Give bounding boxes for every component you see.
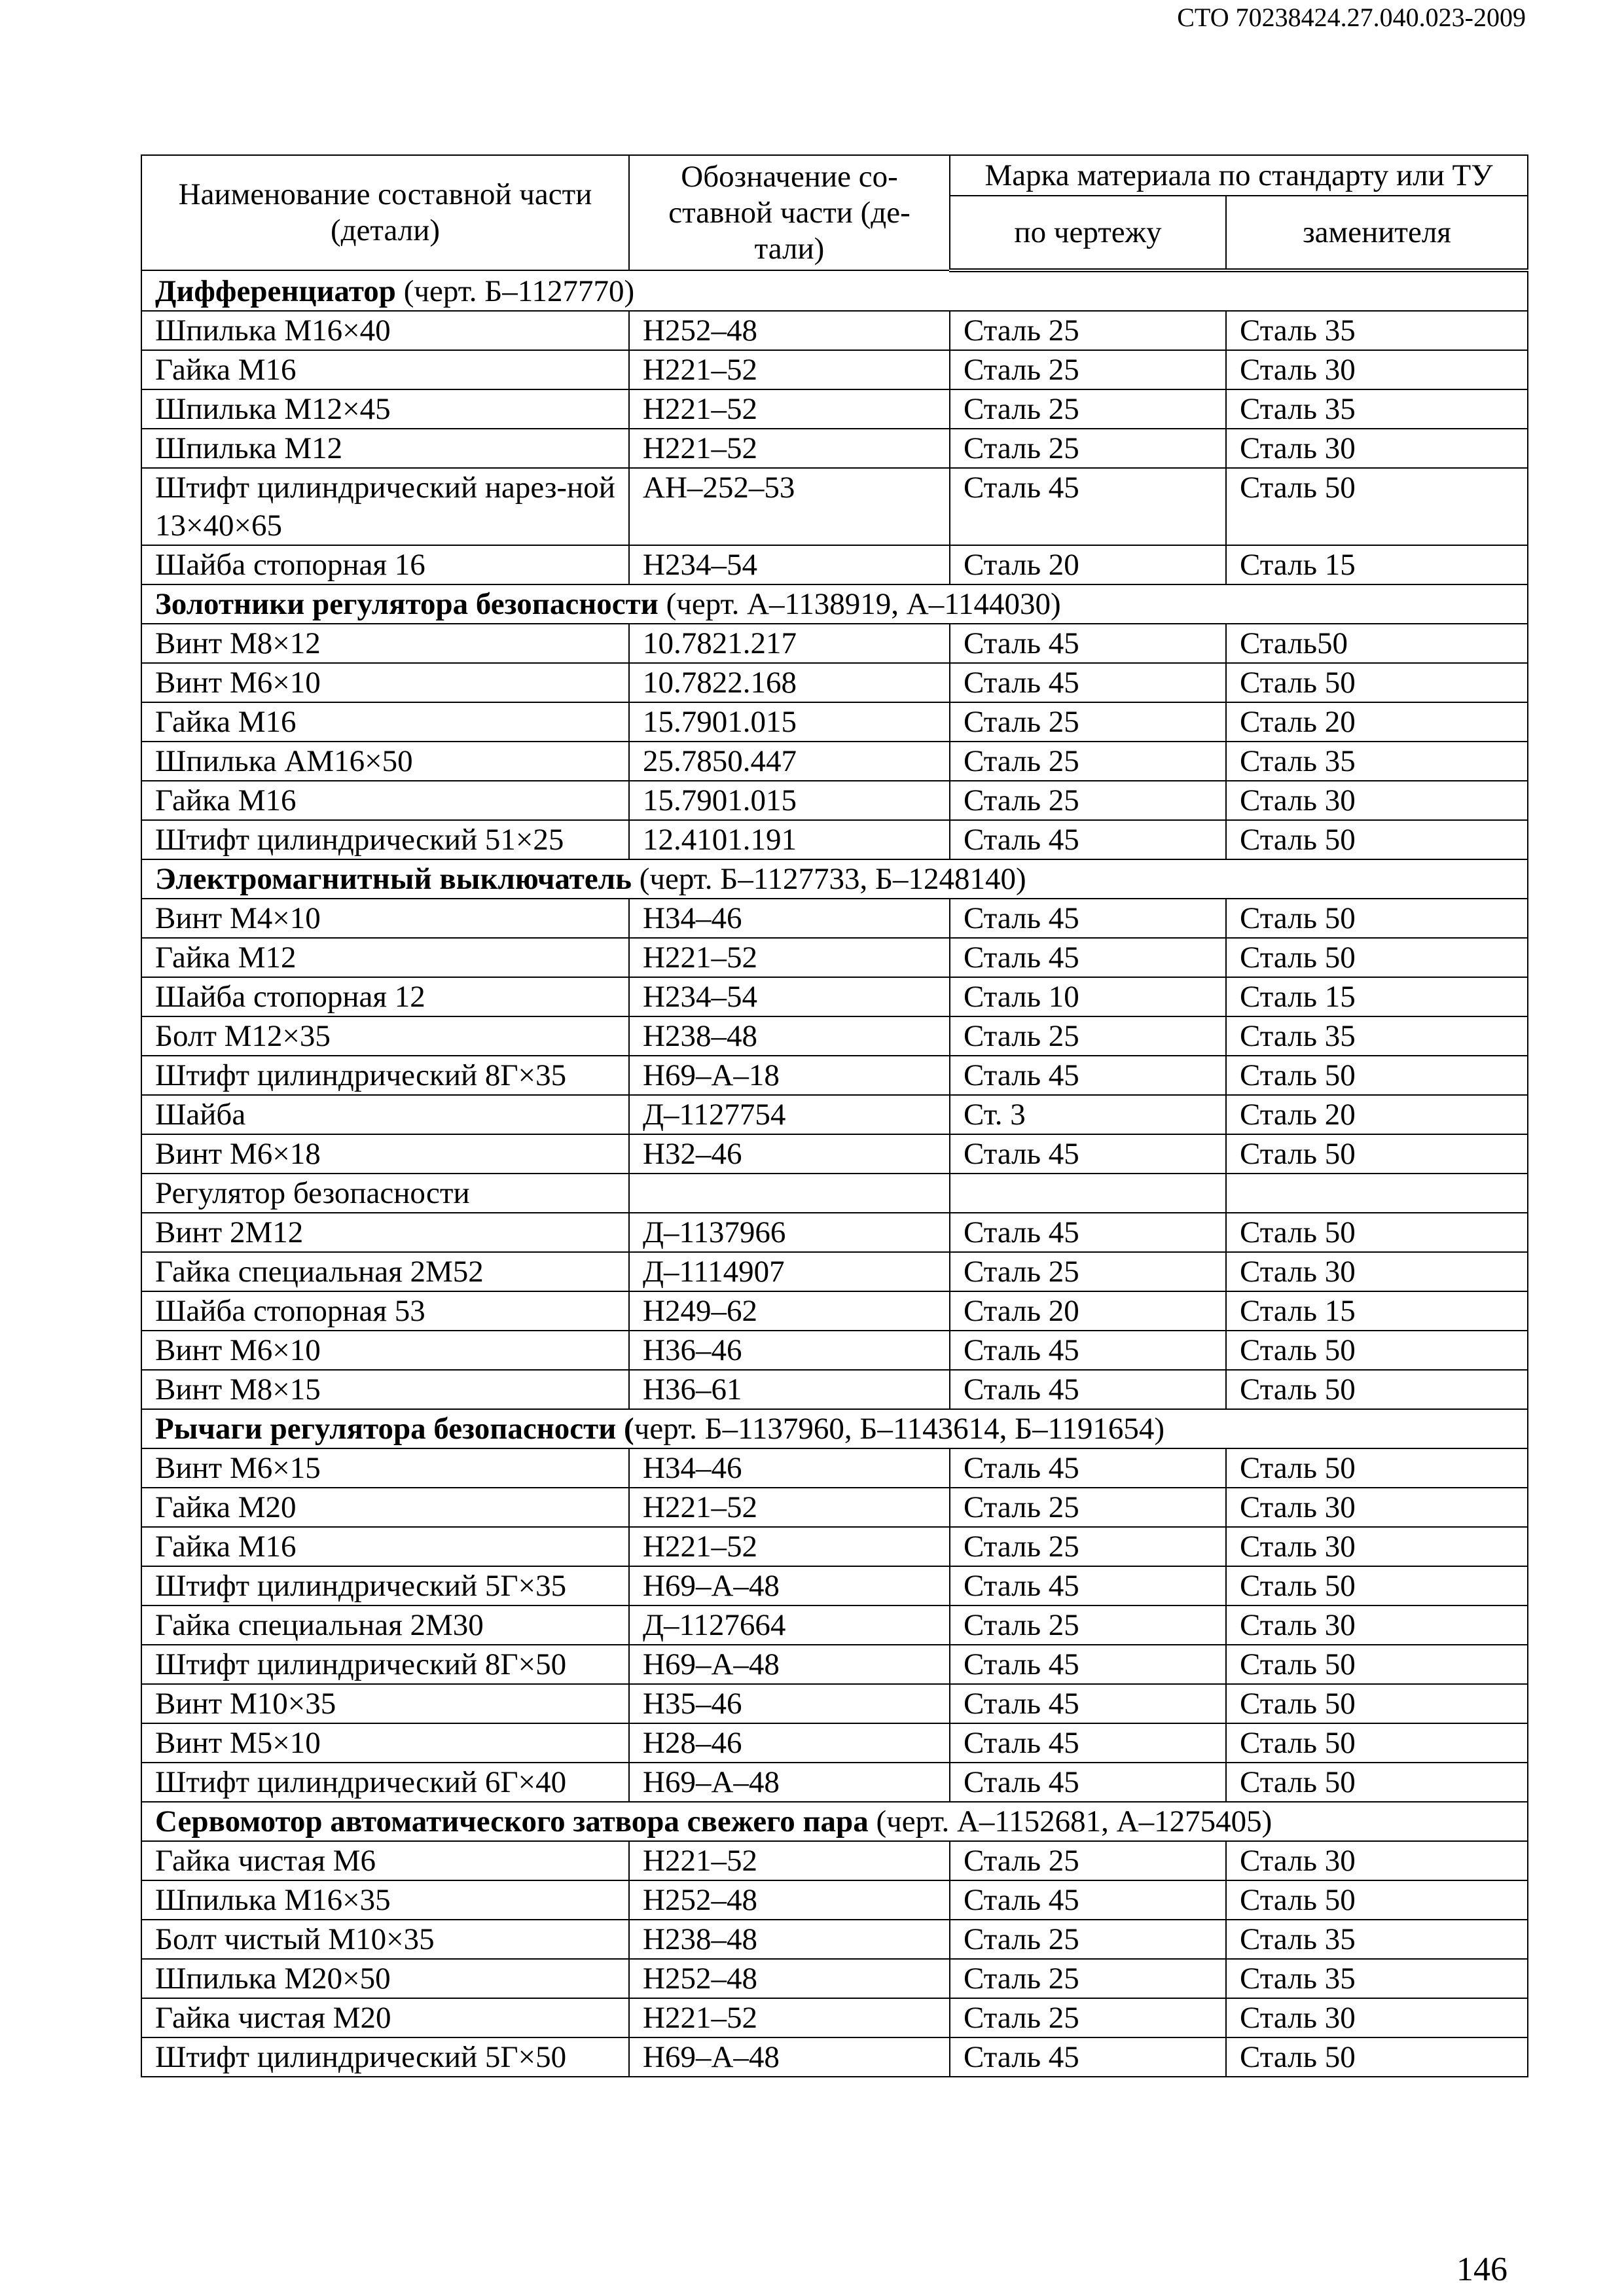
cell-material-drawing: Сталь 45 <box>950 2037 1226 2077</box>
table-row <box>141 702 1528 742</box>
cell-material-substitute: Сталь 30 <box>1226 1488 1528 1527</box>
cell-designation: Н69–А–48 <box>629 1763 950 1802</box>
table-body <box>141 270 1528 2077</box>
cell-material-substitute: Сталь 50 <box>1226 1763 1528 1802</box>
table-row <box>141 1016 1528 1056</box>
cell-designation: 25.7850.447 <box>629 742 950 781</box>
cell-material-drawing: Сталь 45 <box>950 1056 1226 1095</box>
materials-table <box>141 154 1528 2077</box>
cell-part-name: Штифт цилиндрический 5Г×35 <box>141 1566 629 1605</box>
table-row <box>141 1252 1528 1291</box>
cell-material-substitute: Сталь 15 <box>1226 545 1528 584</box>
cell-material-substitute: Сталь 50 <box>1226 1448 1528 1488</box>
cell-designation: Д–1137966 <box>629 1213 950 1252</box>
table-row <box>141 938 1528 977</box>
cell-designation: 10.7822.168 <box>629 663 950 702</box>
cell-designation: 15.7901.015 <box>629 781 950 820</box>
cell-part-name: Гайка М16 <box>141 1527 629 1566</box>
page-number: 146 <box>1456 2251 1507 2288</box>
cell-material-drawing: Ст. 3 <box>950 1095 1226 1134</box>
cell-designation: Н69–А–18 <box>629 1056 950 1095</box>
table-row <box>141 1880 1528 1920</box>
cell-material-drawing: Сталь 45 <box>950 1723 1226 1763</box>
cell-material-substitute: Сталь 35 <box>1226 1920 1528 1959</box>
table-row <box>141 1684 1528 1723</box>
cell-designation: Д–1114907 <box>629 1252 950 1291</box>
table-row <box>141 1723 1528 1763</box>
cell-material-substitute: Сталь 50 <box>1226 1213 1528 1252</box>
header-substitute: заменителя <box>1226 196 1528 270</box>
cell-material-drawing: Сталь 45 <box>950 899 1226 938</box>
cell-material-substitute <box>1226 1174 1528 1213</box>
cell-part-name: Штифт цилиндрический 6Г×40 <box>141 1763 629 1802</box>
section-row <box>141 859 1528 899</box>
cell-designation: Н221–52 <box>629 389 950 429</box>
cell-part-name: Гайка М20 <box>141 1488 629 1527</box>
cell-material-drawing: Сталь 45 <box>950 1134 1226 1174</box>
section-title <box>141 859 1528 899</box>
cell-material-drawing: Сталь 25 <box>950 1920 1226 1959</box>
cell-part-name: Шпилька М12×45 <box>141 389 629 429</box>
table-row <box>141 1959 1528 1998</box>
cell-material-substitute: Сталь 30 <box>1226 1841 1528 1880</box>
cell-material-drawing: Сталь 25 <box>950 1016 1226 1056</box>
section-title-ref: черт. Б–1137960, Б–1143614, Б–1191654) <box>634 1412 1164 1446</box>
section-row <box>141 270 1528 311</box>
table-row <box>141 2037 1528 2077</box>
table-row <box>141 468 1528 545</box>
table-row <box>141 1488 1528 1527</box>
cell-designation: Д–1127664 <box>629 1605 950 1645</box>
cell-material-drawing: Сталь 25 <box>950 1959 1226 1998</box>
cell-material-substitute: Сталь 35 <box>1226 1959 1528 1998</box>
cell-part-name: Штифт цилиндрический 8Г×35 <box>141 1056 629 1095</box>
cell-material-substitute: Сталь 35 <box>1226 742 1528 781</box>
cell-part-name: Шпилька М20×50 <box>141 1959 629 1998</box>
cell-part-name: Гайка чистая М6 <box>141 1841 629 1880</box>
cell-designation: Н252–48 <box>629 1959 950 1998</box>
cell-designation: 10.7821.217 <box>629 624 950 663</box>
table-row <box>141 1645 1528 1684</box>
cell-material-drawing: Сталь 25 <box>950 1488 1226 1527</box>
cell-designation: Н32–46 <box>629 1134 950 1174</box>
cell-material-drawing: Сталь 25 <box>950 389 1226 429</box>
cell-designation: Н69–А–48 <box>629 1566 950 1605</box>
cell-part-name: Гайка М16 <box>141 702 629 742</box>
header-by-drawing: по чертежу <box>950 196 1226 270</box>
cell-designation: Н221–52 <box>629 1841 950 1880</box>
cell-designation: Н234–54 <box>629 977 950 1016</box>
table-row <box>141 1056 1528 1095</box>
cell-material-drawing: Сталь 25 <box>950 1998 1226 2037</box>
table-row <box>141 1095 1528 1134</box>
cell-designation: Н221–52 <box>629 938 950 977</box>
cell-part-name: Шпилька М12 <box>141 429 629 468</box>
table-row <box>141 624 1528 663</box>
cell-designation: Н35–46 <box>629 1684 950 1723</box>
cell-material-substitute: Сталь 50 <box>1226 1684 1528 1723</box>
cell-part-name: Винт М6×10 <box>141 1331 629 1370</box>
cell-designation <box>629 1174 950 1213</box>
cell-part-name: Гайка М12 <box>141 938 629 977</box>
cell-part-name: Винт М6×15 <box>141 1448 629 1488</box>
cell-designation: 12.4101.191 <box>629 820 950 859</box>
cell-material-drawing: Сталь 25 <box>950 311 1226 350</box>
cell-material-substitute: Сталь 50 <box>1226 1331 1528 1370</box>
section-title <box>141 1802 1528 1841</box>
table-row <box>141 1331 1528 1370</box>
subsection-row <box>141 1174 1528 1213</box>
section-title-bold: Дифференциатор <box>155 274 396 308</box>
section-title-ref: (черт. А–1138919, А–1144030) <box>658 587 1061 621</box>
cell-material-substitute: Сталь 30 <box>1226 429 1528 468</box>
table-row <box>141 899 1528 938</box>
cell-material-drawing: Сталь 45 <box>950 1880 1226 1920</box>
cell-material-substitute: Сталь 50 <box>1226 1566 1528 1605</box>
cell-material-substitute: Сталь 35 <box>1226 311 1528 350</box>
table-row <box>141 1527 1528 1566</box>
cell-material-drawing: Сталь 45 <box>950 1645 1226 1684</box>
section-row <box>141 584 1528 624</box>
section-title-bold: Электромагнитный выключатель <box>155 862 632 896</box>
cell-material-substitute: Сталь 30 <box>1226 781 1528 820</box>
header-material: Марка материала по стандарту или ТУ <box>950 155 1528 196</box>
cell-material-substitute: Сталь 30 <box>1226 350 1528 389</box>
cell-part-name: Штифт цилиндрический 51×25 <box>141 820 629 859</box>
section-title-bold: Сервомотор автоматического затвора свежего пара <box>155 1804 869 1839</box>
cell-material-substitute: Сталь 35 <box>1226 1016 1528 1056</box>
table-header <box>141 155 1528 270</box>
cell-part-name: Гайка специальная 2М30 <box>141 1605 629 1645</box>
cell-material-substitute: Сталь 15 <box>1226 977 1528 1016</box>
section-title <box>141 584 1528 624</box>
cell-part-name: Шпилька М16×35 <box>141 1880 629 1920</box>
cell-designation: Н221–52 <box>629 429 950 468</box>
section-title-ref: (черт. Б–1127770) <box>395 274 635 308</box>
cell-part-name: Шайба стопорная 53 <box>141 1291 629 1331</box>
table-row <box>141 1763 1528 1802</box>
cell-material-drawing: Сталь 45 <box>950 624 1226 663</box>
header-name: Наименование составной части (детали) <box>141 155 629 270</box>
cell-material-substitute: Сталь 50 <box>1226 1056 1528 1095</box>
cell-material-drawing: Сталь 45 <box>950 938 1226 977</box>
cell-material-substitute: Сталь 30 <box>1226 1998 1528 2037</box>
table-row <box>141 1841 1528 1880</box>
table-row <box>141 1920 1528 1959</box>
cell-material-substitute: Сталь 50 <box>1226 468 1528 545</box>
cell-designation: Н36–61 <box>629 1370 950 1409</box>
cell-designation: Н36–46 <box>629 1331 950 1370</box>
table-row <box>141 1134 1528 1174</box>
cell-designation: Н252–48 <box>629 1880 950 1920</box>
cell-material-substitute: Сталь 30 <box>1226 1527 1528 1566</box>
cell-part-name: Штифт цилиндрический нарез-ной 13×40×65 <box>141 468 629 545</box>
cell-part-name: Винт М8×15 <box>141 1370 629 1409</box>
cell-material-drawing: Сталь 25 <box>950 350 1226 389</box>
cell-part-name: Шпилька АМ16×50 <box>141 742 629 781</box>
cell-material-drawing: Сталь 20 <box>950 545 1226 584</box>
cell-material-drawing: Сталь 45 <box>950 1763 1226 1802</box>
cell-designation: Н69–А–48 <box>629 1645 950 1684</box>
cell-material-drawing: Сталь 45 <box>950 1448 1226 1488</box>
table-row <box>141 389 1528 429</box>
cell-designation: Н221–52 <box>629 1488 950 1527</box>
cell-part-name: Гайка специальная 2М52 <box>141 1252 629 1291</box>
table-row <box>141 742 1528 781</box>
table-row <box>141 311 1528 350</box>
table-row <box>141 1448 1528 1488</box>
cell-part-name: Винт 2М12 <box>141 1213 629 1252</box>
cell-material-substitute: Сталь 20 <box>1226 702 1528 742</box>
cell-part-name: Винт М4×10 <box>141 899 629 938</box>
header-designation: Обозначение со-ставной части (де-тали) <box>629 155 950 270</box>
table-row <box>141 545 1528 584</box>
cell-designation: Н34–46 <box>629 1448 950 1488</box>
section-title-bold: Золотники регулятора безопасности <box>155 587 659 621</box>
cell-material-substitute: Сталь 35 <box>1226 389 1528 429</box>
cell-part-name: Гайка М16 <box>141 781 629 820</box>
cell-designation: Н238–48 <box>629 1016 950 1056</box>
table-row <box>141 820 1528 859</box>
cell-material-drawing: Сталь 45 <box>950 1370 1226 1409</box>
cell-material-drawing: Сталь 25 <box>950 742 1226 781</box>
cell-material-substitute: Сталь 50 <box>1226 1645 1528 1684</box>
cell-part-name: Регулятор безопасности <box>141 1174 629 1213</box>
table-row <box>141 1370 1528 1409</box>
section-row <box>141 1802 1528 1841</box>
cell-designation: Н28–46 <box>629 1723 950 1763</box>
table-row <box>141 977 1528 1016</box>
cell-part-name: Шпилька М16×40 <box>141 311 629 350</box>
cell-material-substitute: Сталь 15 <box>1226 1291 1528 1331</box>
cell-part-name: Винт М10×35 <box>141 1684 629 1723</box>
cell-part-name: Винт М8×12 <box>141 624 629 663</box>
cell-material-drawing: Сталь 25 <box>950 1605 1226 1645</box>
table-row <box>141 1566 1528 1605</box>
cell-material-drawing: Сталь 10 <box>950 977 1226 1016</box>
cell-part-name: Болт М12×35 <box>141 1016 629 1056</box>
section-title-bold: Рычаги регулятора безопасности ( <box>155 1412 634 1446</box>
cell-material-substitute: Сталь 20 <box>1226 1095 1528 1134</box>
cell-part-name: Шайба стопорная 12 <box>141 977 629 1016</box>
cell-part-name: Винт М6×18 <box>141 1134 629 1174</box>
cell-material-substitute: Сталь 30 <box>1226 1252 1528 1291</box>
cell-material-drawing: Сталь 45 <box>950 1684 1226 1723</box>
cell-part-name: Гайка чистая М20 <box>141 1998 629 2037</box>
cell-material-drawing: Сталь 25 <box>950 702 1226 742</box>
cell-designation: Н252–48 <box>629 311 950 350</box>
cell-designation: Н249–62 <box>629 1291 950 1331</box>
cell-material-drawing <box>950 1174 1226 1213</box>
cell-material-drawing: Сталь 45 <box>950 1331 1226 1370</box>
section-title-ref: (черт. Б–1127733, Б–1248140) <box>631 862 1026 896</box>
cell-material-drawing: Сталь 45 <box>950 1213 1226 1252</box>
cell-designation: Н34–46 <box>629 899 950 938</box>
cell-designation: Н69–А–48 <box>629 2037 950 2077</box>
cell-material-drawing: Сталь 45 <box>950 663 1226 702</box>
table-row <box>141 429 1528 468</box>
cell-material-substitute: Сталь 50 <box>1226 2037 1528 2077</box>
cell-designation: Н221–52 <box>629 1998 950 2037</box>
cell-material-substitute: Сталь 50 <box>1226 1370 1528 1409</box>
cell-designation: Н234–54 <box>629 545 950 584</box>
cell-material-drawing: Сталь 20 <box>950 1291 1226 1331</box>
cell-material-substitute: Сталь 30 <box>1226 1605 1528 1645</box>
cell-part-name: Шайба стопорная 16 <box>141 545 629 584</box>
cell-material-substitute: Сталь 50 <box>1226 820 1528 859</box>
cell-material-substitute: Сталь 50 <box>1226 899 1528 938</box>
cell-part-name: Шайба <box>141 1095 629 1134</box>
cell-part-name: Винт М5×10 <box>141 1723 629 1763</box>
table-row <box>141 1291 1528 1331</box>
cell-designation: Н221–52 <box>629 350 950 389</box>
table-row <box>141 1213 1528 1252</box>
cell-material-substitute: Сталь 50 <box>1226 1723 1528 1763</box>
table-row <box>141 350 1528 389</box>
cell-material-drawing: Сталь 25 <box>950 429 1226 468</box>
table-row <box>141 663 1528 702</box>
cell-part-name: Штифт цилиндрический 5Г×50 <box>141 2037 629 2077</box>
cell-part-name: Гайка М16 <box>141 350 629 389</box>
cell-part-name: Штифт цилиндрический 8Г×50 <box>141 1645 629 1684</box>
cell-material-substitute: Сталь 50 <box>1226 663 1528 702</box>
cell-material-drawing: Сталь 45 <box>950 820 1226 859</box>
cell-material-substitute: Сталь 50 <box>1226 938 1528 977</box>
cell-designation: Н221–52 <box>629 1527 950 1566</box>
cell-material-drawing: Сталь 45 <box>950 468 1226 545</box>
cell-material-substitute: Сталь 50 <box>1226 1880 1528 1920</box>
table-row <box>141 781 1528 820</box>
cell-designation: АН–252–53 <box>629 468 950 545</box>
cell-material-drawing: Сталь 25 <box>950 781 1226 820</box>
cell-material-drawing: Сталь 25 <box>950 1252 1226 1291</box>
cell-material-drawing: Сталь 45 <box>950 1566 1226 1605</box>
cell-part-name: Болт чистый М10×35 <box>141 1920 629 1959</box>
document-code: СТО 70238424.27.040.023-2009 <box>1177 3 1526 32</box>
section-title <box>141 270 1528 311</box>
cell-material-drawing: Сталь 25 <box>950 1841 1226 1880</box>
table-row <box>141 1605 1528 1645</box>
cell-designation: Н238–48 <box>629 1920 950 1959</box>
cell-material-drawing: Сталь 25 <box>950 1527 1226 1566</box>
table-row <box>141 1998 1528 2037</box>
cell-part-name: Винт М6×10 <box>141 663 629 702</box>
cell-designation: Д–1127754 <box>629 1095 950 1134</box>
section-row <box>141 1409 1528 1448</box>
section-title <box>141 1409 1528 1448</box>
section-title-ref: (черт. А–1152681, А–1275405) <box>868 1804 1272 1839</box>
cell-material-substitute: Сталь 50 <box>1226 1134 1528 1174</box>
cell-material-substitute: Сталь50 <box>1226 624 1528 663</box>
cell-designation: 15.7901.015 <box>629 702 950 742</box>
